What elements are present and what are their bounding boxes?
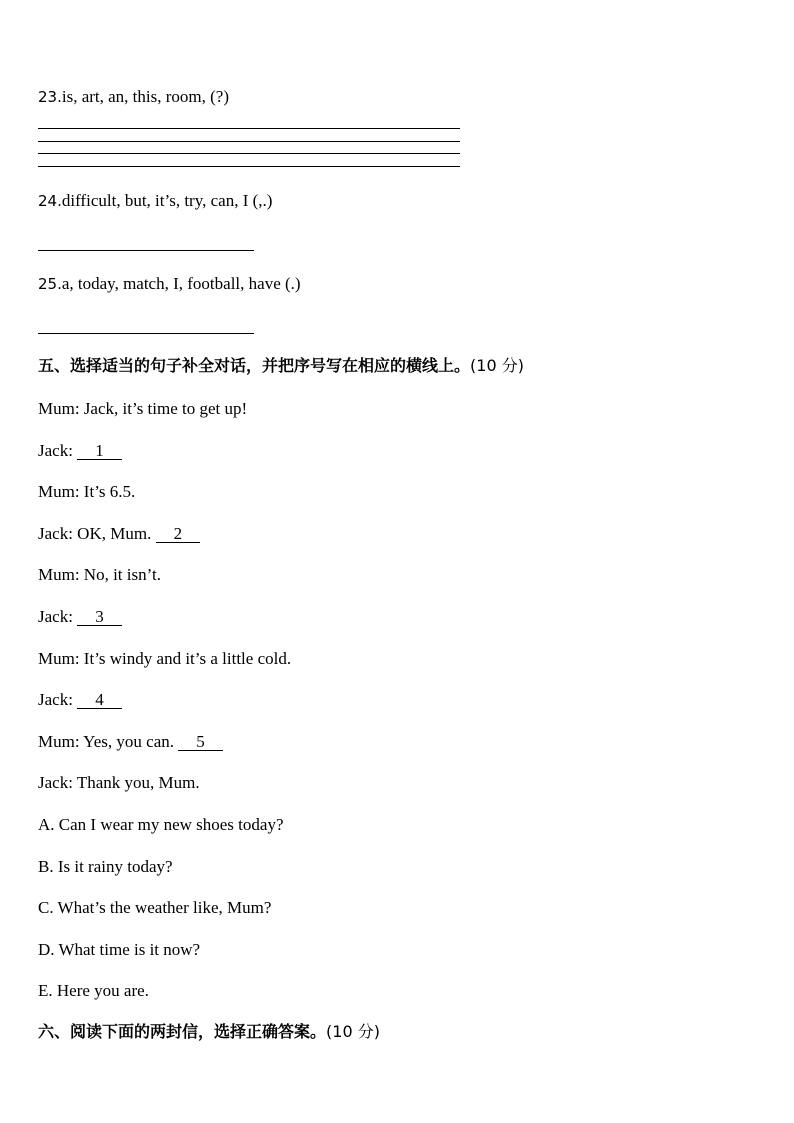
section-score: (10 分) (326, 1022, 380, 1041)
answer-line[interactable] (38, 166, 460, 167)
option-d (38, 940, 200, 960)
dialogue-text: Mum: It’s 6.5. (38, 482, 136, 501)
dialogue-line (38, 399, 247, 419)
question-number: 25. (38, 275, 62, 293)
answer-line[interactable] (38, 141, 460, 142)
dialogue-text: Mum: It’s windy and it’s a little cold. (38, 649, 292, 668)
question-words: difficult, but, it’s, try, can, I (,.) (61, 191, 273, 210)
dialogue-line (38, 565, 161, 585)
answer-blank[interactable]: 2 (156, 526, 201, 543)
section-title: 五、选择适当的句子补全对话，并把序号写在相应的横线上。 (38, 356, 471, 375)
dialogue-line (38, 482, 135, 502)
dialogue-text: Jack: (38, 441, 78, 460)
answer-line[interactable] (38, 128, 460, 129)
option-e (38, 981, 149, 1001)
answer-blank[interactable]: 4 (77, 692, 122, 709)
dialogue-text: Mum: Yes, you can. (38, 732, 179, 751)
option-text: E. Here you are. (38, 981, 149, 1000)
section-6-heading (38, 1021, 380, 1043)
answer-line[interactable] (38, 333, 254, 334)
option-text: A. Can I wear my new shoes today? (38, 815, 284, 834)
answer-blank[interactable]: 3 (77, 609, 122, 626)
question-words: a, today, match, I, football, have (.) (61, 274, 301, 293)
dialogue-line (38, 773, 200, 793)
dialogue-line (38, 607, 122, 627)
dialogue-text: Jack: OK, Mum. (38, 524, 156, 543)
section-score: (10 分) (470, 356, 524, 375)
question-23 (38, 87, 229, 107)
section-title: 六、阅读下面的两封信，选择正确答案。 (38, 1022, 327, 1041)
section-5-heading (38, 355, 524, 377)
option-c (38, 898, 271, 918)
dialogue-text: Mum: No, it isn’t. (38, 565, 161, 584)
option-text: B. Is it rainy today? (38, 857, 173, 876)
answer-blank[interactable]: 5 (178, 734, 223, 751)
option-b (38, 857, 173, 877)
dialogue-line (38, 732, 223, 752)
answer-line[interactable] (38, 153, 460, 154)
dialogue-text: Jack: Thank you, Mum. (38, 773, 200, 792)
dialogue-text: Jack: (38, 690, 78, 709)
dialogue-line (38, 524, 200, 544)
question-number: 24. (38, 192, 62, 210)
question-words: is, art, an, this, room, (?) (61, 87, 229, 106)
question-24 (38, 191, 272, 211)
dialogue-line (38, 690, 122, 710)
question-number: 23. (38, 88, 62, 106)
question-25 (38, 274, 301, 294)
dialogue-text: Jack: (38, 607, 78, 626)
option-a (38, 815, 284, 835)
dialogue-text: Mum: Jack, it’s time to get up! (38, 399, 248, 418)
answer-line[interactable] (38, 250, 254, 251)
dialogue-line (38, 649, 291, 669)
dialogue-line (38, 441, 122, 461)
option-text: D. What time is it now? (38, 940, 201, 959)
answer-blank[interactable]: 1 (77, 443, 122, 460)
option-text: C. What’s the weather like, Mum? (38, 898, 272, 917)
